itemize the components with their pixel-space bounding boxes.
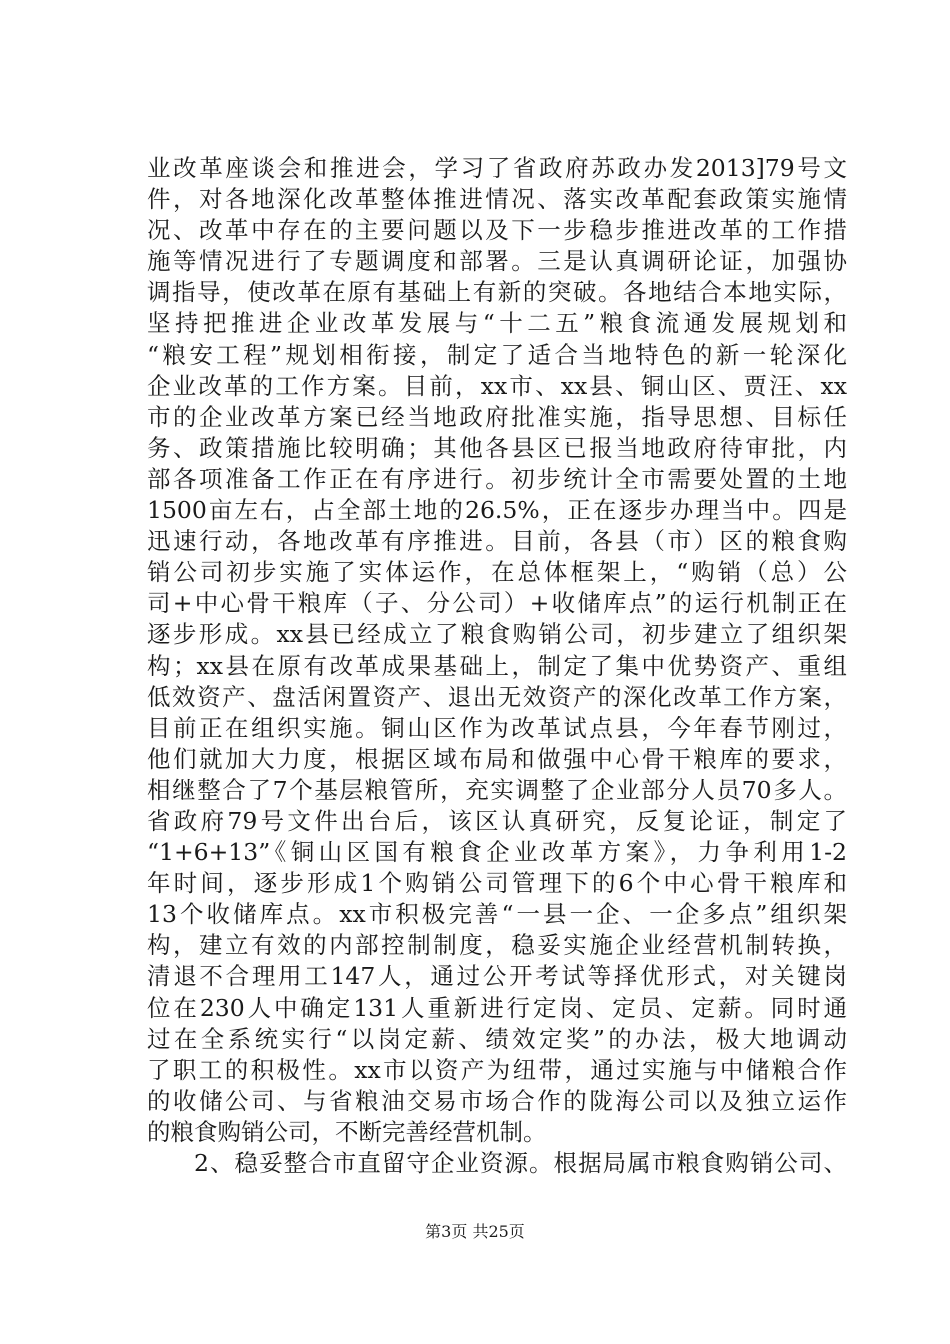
text-line: 坚持把推进企业改革发展与“十二五”粮食流通发展规划和 [147,309,847,338]
paragraph-end-line: 的粮食购销公司，不断完善经营机制。 [147,1117,547,1146]
text-line: 年时间，逐步形成1个购销公司管理下的6个中心骨干粮库和 [147,869,847,898]
text-line: 13个收储库点。xx市积极完善“一县一企、一企多点”组织架 [147,900,847,929]
text-line: 低效资产、盘活闲置资产、退出无效资产的深化改革工作方案， [147,682,847,711]
page-number-footer: 第3页 共25页 [425,1222,525,1241]
section-heading-line: 2、稳妥整合市直留守企业资源。根据局属市粮食购销公司、 [194,1149,847,1177]
text-line: 目前正在组织实施。铜山区作为改革试点县，今年春节刚过， [147,713,847,742]
text-line: 构，建立有效的内部控制制度，稳妥实施企业经营机制转换， [147,931,847,960]
text-line: 销公司初步实施了实体运作，在总体框架上，“购销（总）公 [147,558,847,587]
text-line: 业改革座谈会和推进会，学习了省政府苏政办发2013]79号文 [147,154,847,182]
text-line: 市的企业改革方案已经当地政府批准实施，指导思想、目标任 [147,402,847,431]
text-line: 施等情况进行了专题调度和部署。三是认真调研论证，加强协 [147,247,847,276]
text-line: 他们就加大力度，根据区域布局和做强中心骨干粮库的要求， [147,744,847,773]
text-line: 的收储公司、与省粮油交易市场合作的陇海公司以及独立运作 [147,1086,847,1115]
body-text [147,153,847,1179]
text-line: 企业改革的工作方案。目前，xx市、xx县、铜山区、贾汪、xx [147,371,847,400]
text-line: 位在230人中确定131人重新进行定岗、定员、定薪。同时通 [147,993,847,1022]
text-line: 过在全系统实行“以岗定薪、绩效定奖”的办法，极大地调动 [147,1024,847,1053]
text-line: 务、政策措施比较明确；其他各县区已报当地政府待审批，内 [147,433,847,462]
text-line: 部各项准备工作正在有序进行。初步统计全市需要处置的土地 [147,464,847,493]
text-line: 构；xx县在原有改革成果基础上，制定了集中优势资产、重组 [147,651,847,680]
text-line: 省政府79号文件出台后，该区认真研究，反复论证，制定了 [147,806,847,835]
text-line: 逐步形成。xx县已经成立了粮食购销公司，初步建立了组织架 [147,620,847,649]
text-line: “粮安工程”规划相衔接，制定了适合当地特色的新一轮深化 [147,340,847,369]
text-line: 司+中心骨干粮库（子、分公司）+收储库点”的运行机制正在 [147,589,847,618]
text-line: 况、改革中存在的主要问题以及下一步稳步推进改革的工作措 [147,216,847,245]
text-line: 迅速行动，各地改革有序推进。目前，各县（市）区的粮食购 [147,527,847,556]
text-line: 清退不合理用工147人，通过公开考试等择优形式，对关键岗 [147,962,847,991]
text-line: 调指导，使改革在原有基础上有新的突破。各地结合本地实际， [147,278,847,307]
text-line: “1+6+13”《铜山区国有粮食企业改革方案》，力争利用1-2 [147,838,847,867]
text-line: 件，对各地深化改革整体推进情况、落实改革配套政策实施情 [147,185,847,214]
text-line: 相继整合了7个基层粮管所，充实调整了企业部分人员70多人。 [147,775,847,804]
text-line: 了职工的积极性。xx市以资产为纽带，通过实施与中储粮合作 [147,1055,847,1084]
text-line: 1500亩左右，占全部土地的26.5%，正在逐步办理当中。四是 [147,496,847,525]
